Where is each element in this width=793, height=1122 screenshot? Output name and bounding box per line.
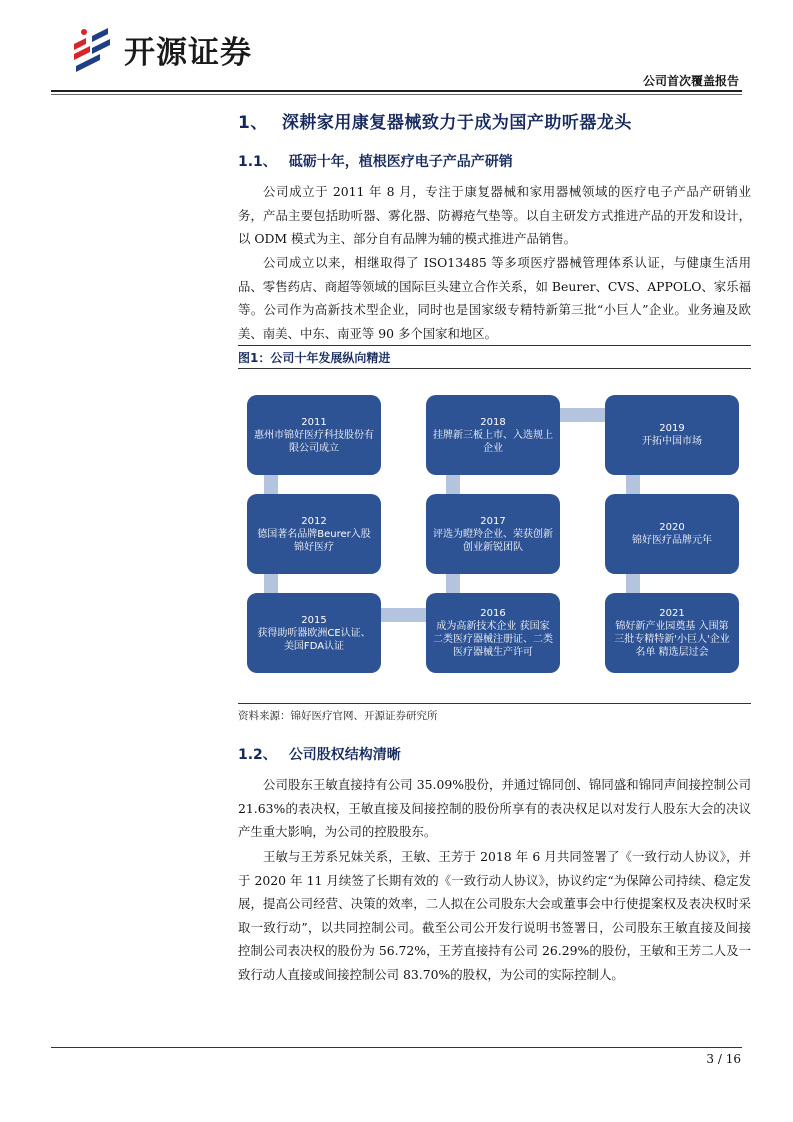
section-1-2-heading (238, 744, 401, 764)
milestone-text: 评选为瞪羚企业、荣获创新创业新锐团队 (433, 528, 553, 553)
milestone-text: 锦好新产业园奠基 入围第三批专精特新'小巨人'企业名单 精选层过会 (614, 621, 730, 658)
connector (626, 574, 640, 593)
milestone-text: 成为高新技术企业 获国家二类医疗器械注册证、二类医疗器械生产许可 (433, 621, 553, 658)
milestone-text: 开拓中国市场 (642, 436, 702, 447)
milestone-2016 (426, 593, 560, 673)
milestone-2015 (247, 593, 381, 673)
section-title: 砥砺十年，植根医疗电子产品产研销 (288, 154, 513, 170)
milestone-2017 (426, 494, 560, 574)
connector (559, 408, 605, 422)
connector (264, 475, 278, 494)
section-number: 1、 (238, 113, 268, 133)
figure-title-rule (238, 368, 751, 369)
milestone-year: 2015 (301, 614, 327, 626)
milestone-year: 2012 (301, 515, 327, 527)
milestone-2021 (605, 593, 739, 673)
connector (446, 475, 460, 494)
section-number: 1.1、 (238, 154, 277, 170)
report-type: 公司首次覆盖报告 (642, 74, 739, 88)
milestone-year: 2011 (301, 416, 327, 428)
milestone-text: 获得助听器欧洲CE认证、美国FDA认证 (257, 627, 371, 652)
footer-divider (51, 1047, 742, 1048)
connector (381, 608, 426, 622)
connector (446, 574, 460, 593)
figure-top-rule (238, 345, 751, 346)
figure-source: 资料来源：锦好医疗官网、开源证券研究所 (238, 710, 438, 722)
paragraph: 公司成立以来，相继取得了 ISO13485 等多项医疗器械管理体系认证，与健康生活用品、零售药店、商超等领域的国际巨头建立合作关系，如 Beurer、CVS、APPOLO、家乐福等。公司作为高新技术型企业，同时也是国家级专精特新第三批“小巨人”企业。业务遍及欧美、南美、中东、南亚等 90 多个国家和地区。 (238, 255, 751, 341)
milestone-2011 (247, 395, 381, 475)
milestone-2019 (605, 395, 739, 475)
section-1-heading (238, 108, 632, 133)
header-divider-thin (51, 94, 742, 95)
figure-label: 图1：公司十年发展纵向精进 (238, 351, 391, 365)
milestone-2018 (426, 395, 560, 475)
milestone-year: 2016 (480, 608, 506, 619)
section-title: 公司股权结构清晰 (288, 747, 401, 763)
company-logo (70, 24, 252, 74)
company-name: 开源证券 (124, 34, 252, 71)
milestone-year: 2019 (659, 423, 685, 434)
paragraph: 公司股东王敏直接持有公司 35.09%股份，并通过锦同创、锦同盛和锦同声间接控制公司 21.63%的表决权，王敏直接及间接控制的股份所享有的表决权足以对发行人股东大会的决议产生重大影响，为公司的控股股东。 (238, 777, 751, 839)
section-number: 1.2、 (238, 747, 277, 763)
milestone-year: 2021 (659, 608, 685, 619)
milestone-2012 (247, 494, 381, 574)
milestone-text: 锦好医疗品牌元年 (632, 535, 712, 546)
figure-bottom-rule (238, 703, 751, 704)
section-1-1-heading (238, 151, 513, 171)
milestone-year: 2020 (659, 522, 685, 533)
page-number: 3 / 16 (706, 1052, 741, 1066)
milestone-2020 (605, 494, 739, 574)
logo-mark-icon (70, 26, 116, 72)
connector (626, 475, 640, 494)
section-title: 深耕家用康复器械致力于成为国产助听器龙头 (281, 113, 632, 133)
paragraph: 公司成立于 2011 年 8 月，专注于康复器械和家用器械领域的医疗电子产品产研销业务，产品主要包括助听器、雾化器、防褥疮气垫等。以自主研发方式推进产品的开发和设计，以 ODM 模式为主、部分自有品牌为辅的模式推进产品销售。 (238, 184, 751, 246)
header-divider (51, 90, 742, 92)
paragraph: 王敏与王芳系兄妹关系，王敏、王芳于 2018 年 6 月共同签署了《一致行动人协议》，并于 2020 年 11 月续签了长期有效的《一致行动人协议》，协议约定“为保障公司持续、稳定发展，提高公司经营、决策的效率，二人拟在公司股东大会或董事会中行使提案权及表决权时采取一致行动”，以共同控制公司。截至公司公开发行说明书签署日，公司股东王敏直接及间接控制公司表决权的股份为 56.72%，王芳直接持有公司 26.29%的股份，王敏和王芳二人及一致行动人直接或间接控制公司 83.70%的股权，为公司的实际控制人。 (238, 849, 751, 982)
milestone-text: 挂牌新三板上市、入选规上企业 (433, 429, 553, 454)
milestone-year: 2018 (480, 416, 506, 428)
milestone-text: 德国著名品牌Beurer入股锦好医疗 (257, 528, 371, 553)
milestone-year: 2017 (480, 515, 506, 527)
milestone-text: 惠州市锦好医疗科技股份有限公司成立 (254, 429, 374, 454)
timeline-diagram (238, 372, 751, 702)
connector (264, 574, 278, 593)
